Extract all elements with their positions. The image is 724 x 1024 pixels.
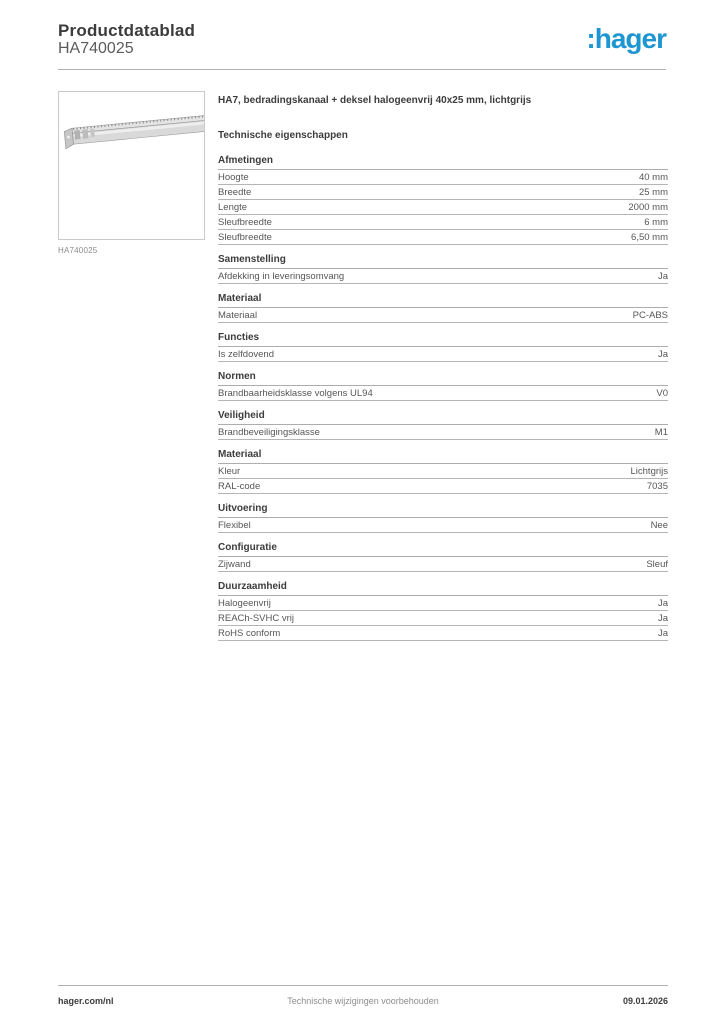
spec-row bbox=[218, 386, 668, 401]
spec-label: REACh-SVHC vrij bbox=[218, 612, 295, 624]
spec-label: Breedte bbox=[218, 186, 252, 198]
spec-value: 7035 bbox=[646, 480, 668, 492]
spec-value: Sleuf bbox=[646, 558, 668, 570]
footer-notice: Technische wijzigingen voorbehouden bbox=[287, 996, 439, 1006]
spec-label: Kleur bbox=[218, 465, 241, 477]
spec-label: Halogeenvrij bbox=[218, 597, 271, 609]
spec-row bbox=[218, 230, 668, 245]
spec-section-title: Configuratie bbox=[218, 543, 668, 557]
spec-value: Ja bbox=[657, 348, 668, 360]
spec-label: RAL-code bbox=[218, 480, 261, 492]
footer-row bbox=[58, 986, 668, 1008]
spec-value: PC-ABS bbox=[632, 309, 668, 321]
spec-section-title: Afmetingen bbox=[218, 156, 668, 170]
tech-properties-heading: Technische eigenschappen bbox=[218, 130, 348, 141]
spec-section-title: Duurzaamheid bbox=[218, 582, 668, 596]
spec-section bbox=[218, 294, 668, 323]
spec-section-title: Materiaal bbox=[218, 450, 668, 464]
spec-row bbox=[218, 347, 668, 362]
spec-row bbox=[218, 200, 668, 215]
spec-value: 6 mm bbox=[644, 216, 668, 228]
spec-section-title: Materiaal bbox=[218, 294, 668, 308]
spec-value: 40 mm bbox=[638, 171, 668, 183]
spec-section bbox=[218, 450, 668, 494]
spec-value: Ja bbox=[657, 612, 668, 624]
spec-section-title: Normen bbox=[218, 372, 668, 386]
spec-row bbox=[218, 518, 668, 533]
spec-value: 2000 mm bbox=[628, 201, 668, 213]
spec-label: Afdekking in leveringsomvang bbox=[218, 270, 345, 282]
spec-column bbox=[218, 91, 668, 641]
product-image-caption: HA740025 bbox=[58, 246, 98, 255]
spec-section bbox=[218, 255, 668, 284]
spec-value: M1 bbox=[654, 426, 668, 438]
spec-row bbox=[218, 596, 668, 611]
spec-label: Lengte bbox=[218, 201, 248, 213]
spec-row bbox=[218, 464, 668, 479]
spec-section bbox=[218, 411, 668, 440]
spec-row bbox=[218, 425, 668, 440]
spec-value: V0 bbox=[656, 387, 668, 399]
spec-section-title: Veiligheid bbox=[218, 411, 668, 425]
spec-label: Sleufbreedte bbox=[218, 231, 272, 243]
spec-value: 6,50 mm bbox=[631, 231, 668, 243]
spec-section bbox=[218, 333, 668, 362]
spec-section-title: Uitvoering bbox=[218, 504, 668, 518]
spec-value: Ja bbox=[657, 627, 668, 639]
spec-row bbox=[218, 215, 668, 230]
spec-section-title: Functies bbox=[218, 333, 668, 347]
spec-section bbox=[218, 582, 668, 641]
spec-section bbox=[218, 156, 668, 245]
cable-duct-illustration bbox=[59, 92, 204, 239]
spec-value: Lichtgrijs bbox=[630, 465, 668, 477]
spec-section bbox=[218, 543, 668, 572]
spec-label: Hoogte bbox=[218, 171, 249, 183]
spec-sections bbox=[218, 156, 668, 641]
page-header bbox=[58, 0, 666, 70]
spec-section bbox=[218, 504, 668, 533]
page-footer bbox=[58, 985, 668, 1008]
spec-row bbox=[218, 557, 668, 572]
spec-section bbox=[218, 372, 668, 401]
spec-row bbox=[218, 185, 668, 200]
spec-value: Nee bbox=[650, 519, 668, 531]
spec-row bbox=[218, 269, 668, 284]
product-description: HA7, bedradingskanaal + deksel halogeenvrij 40x25 mm, lichtgrijs bbox=[218, 95, 532, 106]
spec-value: Ja bbox=[657, 597, 668, 609]
spec-value: Ja bbox=[657, 270, 668, 282]
footer-date: 09.01.2026 bbox=[622, 996, 668, 1006]
product-code: HA740025 bbox=[58, 40, 134, 57]
spec-row bbox=[218, 611, 668, 626]
spec-section-title: Samenstelling bbox=[218, 255, 668, 269]
spec-label: RoHS conform bbox=[218, 627, 281, 639]
spec-label: Is zelfdovend bbox=[218, 348, 274, 360]
spec-label: Sleufbreedte bbox=[218, 216, 272, 228]
spec-row bbox=[218, 170, 668, 185]
spec-row bbox=[218, 626, 668, 641]
product-image-column bbox=[58, 91, 205, 255]
spec-label: Materiaal bbox=[218, 309, 258, 321]
hager-logo: :hager bbox=[586, 23, 666, 54]
page-title: Productdatablad bbox=[58, 21, 196, 40]
spec-label: Brandbaarheidsklasse volgens UL94 bbox=[218, 387, 373, 399]
spec-row bbox=[218, 308, 668, 323]
spec-label: Zijwand bbox=[218, 558, 251, 570]
spec-label: Flexibel bbox=[218, 519, 251, 531]
spec-row bbox=[218, 479, 668, 494]
product-image bbox=[58, 91, 205, 240]
spec-value: 25 mm bbox=[638, 186, 668, 198]
spec-label: Brandbeveiligingsklasse bbox=[218, 426, 320, 438]
footer-website-link[interactable]: hager.com/nl bbox=[58, 996, 114, 1006]
